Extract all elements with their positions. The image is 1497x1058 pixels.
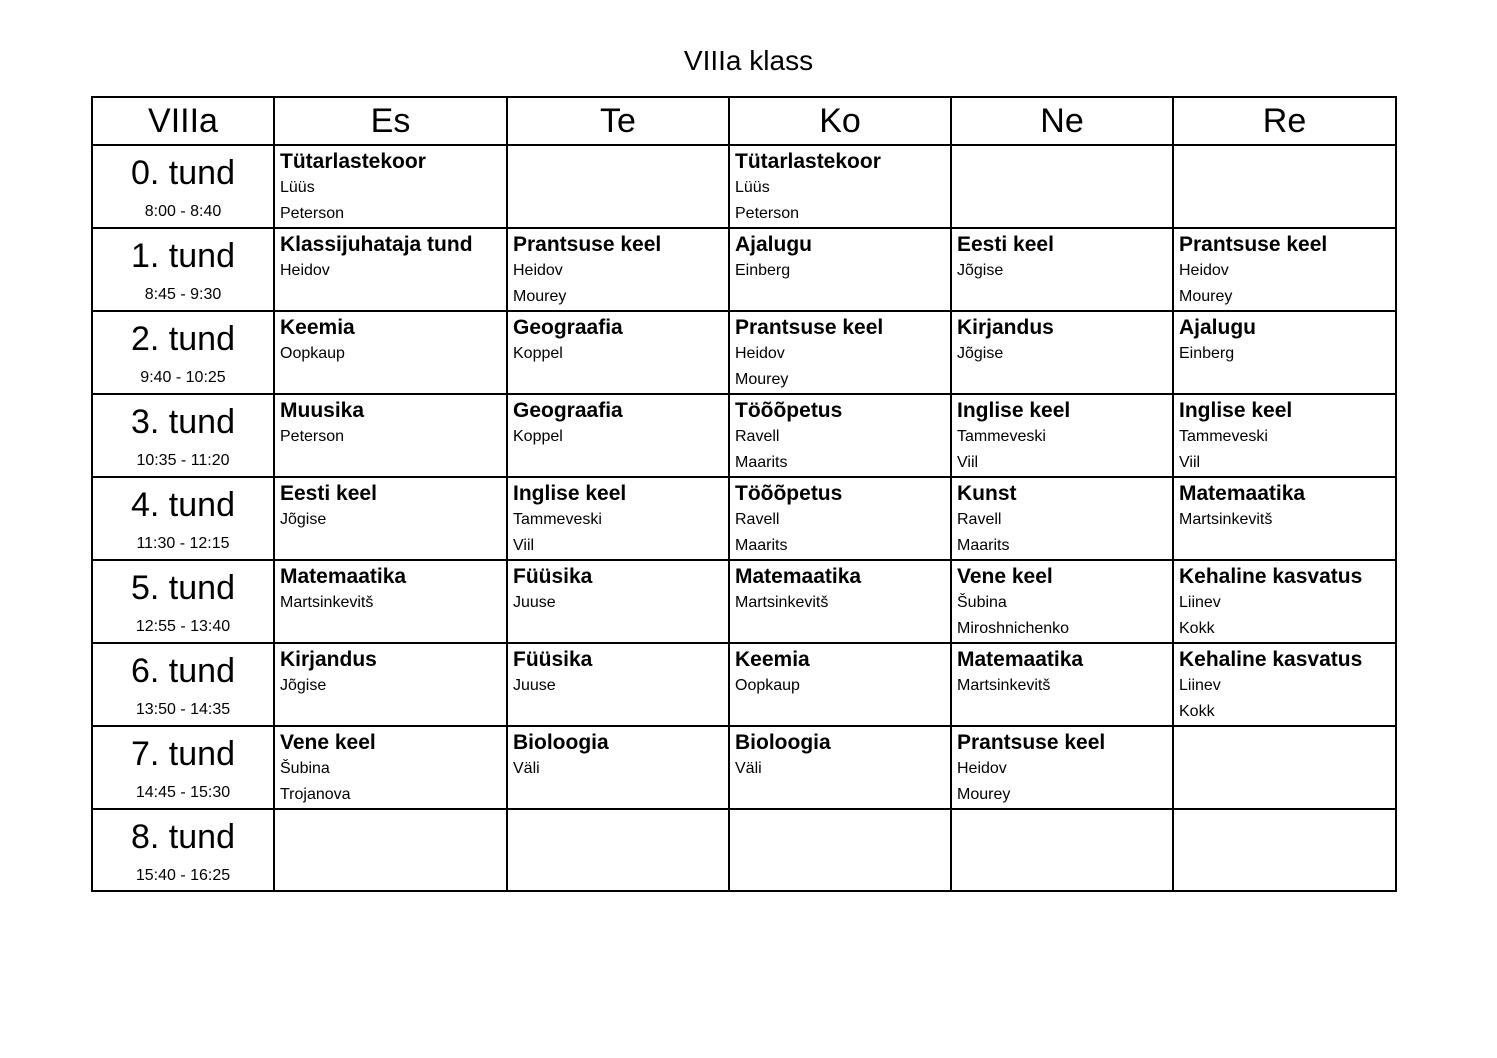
- schedule-cell: [951, 809, 1173, 891]
- lesson-time: 15:40 - 16:25: [135, 867, 231, 884]
- schedule-cell: [1173, 809, 1396, 891]
- schedule-cell: [1173, 560, 1396, 643]
- schedule-cell: [1173, 228, 1396, 311]
- page-title: VIIIa klass: [683, 45, 814, 76]
- schedule-cell: [729, 145, 951, 228]
- lesson-row: [92, 311, 1396, 394]
- teacher-name: Tammeveski: [1179, 428, 1268, 445]
- teacher-name: Peterson: [280, 205, 345, 222]
- corner-header: VIIIa: [92, 97, 274, 145]
- schedule-cell: [951, 311, 1173, 394]
- teacher-name: Tammeveski: [513, 511, 602, 528]
- lesson-number: 7. tund: [131, 735, 235, 773]
- lesson-header: [92, 394, 274, 477]
- schedule-cell: [274, 311, 507, 394]
- schedule-cell: [507, 809, 729, 891]
- class-slot: [508, 146, 728, 148]
- schedule-cell: [274, 477, 507, 560]
- teacher-name: Viil: [1179, 454, 1201, 471]
- schedule-cell: [729, 643, 951, 726]
- schedule-cell: [729, 311, 951, 394]
- class-slot: [730, 229, 950, 284]
- teacher-name: Heidov: [735, 345, 785, 362]
- day-header: Ko: [729, 97, 951, 145]
- lesson-header: [92, 643, 274, 726]
- class-slot: [952, 395, 1172, 476]
- schedule-cell: [951, 726, 1173, 809]
- subject-name: Ajalugu: [1179, 316, 1256, 339]
- class-slot: [730, 727, 950, 782]
- header-row: [92, 97, 1396, 145]
- teacher-name: Lüüs: [735, 179, 770, 196]
- class-slot: [1174, 561, 1395, 642]
- lesson-header: [92, 809, 274, 891]
- schedule-cell: [1173, 394, 1396, 477]
- lesson-number: 2. tund: [131, 320, 235, 358]
- schedule-cell: [951, 560, 1173, 643]
- teacher-name: Jõgise: [957, 262, 1004, 279]
- class-slot: [275, 561, 506, 616]
- teacher-name: Juuse: [513, 677, 556, 694]
- class-slot: [1174, 312, 1395, 367]
- schedule-cell: [1173, 643, 1396, 726]
- lesson-header: [92, 311, 274, 394]
- teacher-name: Mourey: [735, 371, 789, 388]
- schedule-cell: [1173, 726, 1396, 809]
- teacher-name: Jõgise: [280, 677, 327, 694]
- teacher-name: Martsinkevitš: [957, 677, 1051, 694]
- class-slot: [508, 478, 728, 559]
- schedule-cell: [729, 560, 951, 643]
- subject-name: Klassijuhataja tund: [280, 233, 473, 256]
- subject-name: Inglise keel: [957, 399, 1071, 422]
- class-slot: [508, 561, 728, 616]
- class-slot: [275, 229, 506, 284]
- schedule-cell: [274, 145, 507, 228]
- subject-name: Prantsuse keel: [513, 233, 662, 256]
- teacher-name: Mourey: [513, 288, 567, 305]
- class-slot: [1174, 146, 1395, 148]
- class-slot: [1174, 395, 1395, 476]
- teacher-name: Tammeveski: [957, 428, 1046, 445]
- lesson-time: 8:45 - 9:30: [144, 286, 222, 303]
- subject-name: Kirjandus: [957, 316, 1054, 339]
- subject-name: Bioloogia: [735, 731, 831, 754]
- teacher-name: Kokk: [1179, 620, 1215, 637]
- teacher-name: Mourey: [957, 786, 1011, 803]
- schedule-cell: [507, 477, 729, 560]
- class-slot: [1174, 644, 1395, 725]
- class-slot: [952, 229, 1172, 284]
- class-slot: [730, 146, 950, 227]
- lesson-time: 8:00 - 8:40: [144, 203, 222, 220]
- teacher-name: Väli: [513, 760, 540, 777]
- class-slot: [952, 810, 1172, 812]
- teacher-name: Liinev: [1179, 677, 1221, 694]
- schedule-cell: [507, 560, 729, 643]
- lesson-time: 13:50 - 14:35: [135, 701, 231, 718]
- lesson-header: [92, 145, 274, 228]
- teacher-name: Heidov: [957, 760, 1007, 777]
- subject-name: Matemaatika: [957, 648, 1084, 671]
- schedule-cell: [1173, 311, 1396, 394]
- subject-name: Kehaline kasvatus: [1179, 565, 1363, 588]
- subject-name: Keemia: [280, 316, 355, 339]
- teacher-name: Mourey: [1179, 288, 1233, 305]
- lesson-time: 11:30 - 12:15: [136, 535, 230, 552]
- class-slot: [952, 727, 1172, 808]
- subject-name: Bioloogia: [513, 731, 609, 754]
- class-slot: [952, 478, 1172, 559]
- class-slot: [275, 146, 506, 227]
- teacher-name: Martsinkevitš: [735, 594, 829, 611]
- class-slot: [1174, 229, 1395, 310]
- subject-name: Kunst: [957, 482, 1017, 505]
- subject-name: Inglise keel: [513, 482, 627, 505]
- lesson-row: [92, 726, 1396, 809]
- schedule-cell: [507, 228, 729, 311]
- schedule-cell: [729, 809, 951, 891]
- schedule-cell: [951, 643, 1173, 726]
- teacher-name: Viil: [957, 454, 979, 471]
- subject-name: Kehaline kasvatus: [1179, 648, 1363, 671]
- day-header: Re: [1173, 97, 1396, 145]
- teacher-name: Lüüs: [280, 179, 315, 196]
- class-slot: [730, 312, 950, 393]
- teacher-name: Peterson: [735, 205, 800, 222]
- subject-name: Vene keel: [280, 731, 376, 754]
- class-slot: [508, 727, 728, 782]
- lesson-row: [92, 560, 1396, 643]
- class-slot: [1174, 727, 1395, 729]
- day-header: Ne: [951, 97, 1173, 145]
- teacher-name: Maarits: [957, 537, 1010, 554]
- teacher-name: Ravell: [735, 511, 780, 528]
- timetable-body: [92, 145, 1396, 891]
- lesson-number: 4. tund: [131, 486, 235, 524]
- day-header: Es: [274, 97, 507, 145]
- teacher-name: Trojanova: [280, 786, 351, 803]
- lesson-number: 1. tund: [131, 237, 235, 275]
- schedule-cell: [274, 726, 507, 809]
- class-slot: [508, 229, 728, 310]
- teacher-name: Ravell: [957, 511, 1002, 528]
- teacher-name: Jõgise: [280, 511, 327, 528]
- schedule-cell: [729, 394, 951, 477]
- class-slot: [1174, 810, 1395, 812]
- lesson-time: 9:40 - 10:25: [140, 369, 226, 386]
- class-slot: [952, 146, 1172, 148]
- teacher-name: Peterson: [280, 428, 345, 445]
- schedule-cell: [507, 311, 729, 394]
- subject-name: Eesti keel: [957, 233, 1054, 256]
- subject-name: Prantsuse keel: [957, 731, 1106, 754]
- teacher-name: Šubina: [957, 594, 1007, 611]
- class-slot: [275, 478, 506, 533]
- subject-name: Prantsuse keel: [735, 316, 884, 339]
- subject-name: Geograafia: [513, 399, 623, 422]
- teacher-name: Einberg: [735, 262, 791, 279]
- teacher-name: Martsinkevitš: [1179, 511, 1273, 528]
- day-header: Te: [507, 97, 729, 145]
- lesson-number: 8. tund: [131, 818, 235, 856]
- subject-name: Füüsika: [513, 565, 593, 588]
- schedule-cell: [951, 228, 1173, 311]
- lesson-row: [92, 394, 1396, 477]
- schedule-cell: [951, 145, 1173, 228]
- lesson-row: [92, 145, 1396, 228]
- lesson-time: 10:35 - 11:20: [136, 452, 230, 469]
- lesson-header: [92, 477, 274, 560]
- teacher-name: Heidov: [280, 262, 330, 279]
- lesson-number: 0. tund: [131, 154, 235, 192]
- teacher-name: Maarits: [735, 537, 788, 554]
- teacher-name: Viil: [513, 537, 535, 554]
- class-slot: [275, 810, 506, 812]
- timetable: [91, 96, 1397, 892]
- teacher-name: Martsinkevitš: [280, 594, 374, 611]
- class-slot: [275, 312, 506, 367]
- class-slot: [730, 561, 950, 616]
- subject-name: Füüsika: [513, 648, 593, 671]
- teacher-name: Jõgise: [957, 345, 1004, 362]
- teacher-name: Kokk: [1179, 703, 1215, 720]
- teacher-name: Koppel: [513, 428, 563, 445]
- class-slot: [275, 395, 506, 450]
- schedule-cell: [507, 394, 729, 477]
- class-slot: [508, 810, 728, 812]
- schedule-cell: [274, 643, 507, 726]
- schedule-cell: [274, 560, 507, 643]
- lesson-header: [92, 560, 274, 643]
- lesson-row: [92, 809, 1396, 891]
- schedule-cell: [951, 394, 1173, 477]
- class-slot: [730, 644, 950, 699]
- subject-name: Vene keel: [957, 565, 1053, 588]
- schedule-cell: [729, 228, 951, 311]
- class-slot: [730, 395, 950, 476]
- subject-name: Matemaatika: [735, 565, 862, 588]
- lesson-number: 5. tund: [131, 569, 235, 607]
- subject-name: Ajalugu: [735, 233, 812, 256]
- teacher-name: Miroshnichenko: [957, 620, 1070, 637]
- teacher-name: Heidov: [1179, 262, 1229, 279]
- subject-name: Eesti keel: [280, 482, 377, 505]
- schedule-cell: [507, 643, 729, 726]
- teacher-name: Einberg: [1179, 345, 1235, 362]
- teacher-name: Šubina: [280, 760, 330, 777]
- class-slot: [730, 810, 950, 812]
- class-slot: [952, 561, 1172, 642]
- teacher-name: Oopkaup: [735, 677, 800, 694]
- class-slot: [1174, 478, 1395, 533]
- lesson-row: [92, 477, 1396, 560]
- class-slot: [508, 395, 728, 450]
- class-slot: [952, 312, 1172, 367]
- class-slot: [275, 727, 506, 808]
- schedule-cell: [1173, 145, 1396, 228]
- class-slot: [508, 644, 728, 699]
- lesson-row: [92, 228, 1396, 311]
- subject-name: Kirjandus: [280, 648, 377, 671]
- teacher-name: Koppel: [513, 345, 563, 362]
- subject-name: Tütarlastekoor: [735, 150, 881, 173]
- lesson-header: [92, 228, 274, 311]
- schedule-cell: [729, 726, 951, 809]
- class-slot: [508, 312, 728, 367]
- lesson-number: 6. tund: [131, 652, 235, 690]
- lesson-time: 14:45 - 15:30: [135, 784, 231, 801]
- lesson-time: 12:55 - 13:40: [135, 618, 231, 635]
- schedule-cell: [507, 726, 729, 809]
- subject-name: Töõõpetus: [735, 399, 843, 422]
- schedule-cell: [729, 477, 951, 560]
- subject-name: Matemaatika: [280, 565, 407, 588]
- teacher-name: Juuse: [513, 594, 556, 611]
- subject-name: Geograafia: [513, 316, 623, 339]
- teacher-name: Liinev: [1179, 594, 1221, 611]
- schedule-cell: [951, 477, 1173, 560]
- subject-name: Inglise keel: [1179, 399, 1293, 422]
- lesson-row: [92, 643, 1396, 726]
- teacher-name: Maarits: [735, 454, 788, 471]
- schedule-cell: [274, 394, 507, 477]
- class-slot: [952, 644, 1172, 699]
- class-slot: [730, 478, 950, 559]
- class-slot: [275, 644, 506, 699]
- lesson-number: 3. tund: [131, 403, 235, 441]
- teacher-name: Väli: [735, 760, 762, 777]
- teacher-name: Ravell: [735, 428, 780, 445]
- subject-name: Prantsuse keel: [1179, 233, 1328, 256]
- schedule-cell: [274, 228, 507, 311]
- subject-name: Töõõpetus: [735, 482, 843, 505]
- subject-name: Muusika: [280, 399, 365, 422]
- subject-name: Tütarlastekoor: [280, 150, 426, 173]
- schedule-cell: [274, 809, 507, 891]
- subject-name: Matemaatika: [1179, 482, 1306, 505]
- teacher-name: Oopkaup: [280, 345, 345, 362]
- lesson-header: [92, 726, 274, 809]
- teacher-name: Heidov: [513, 262, 563, 279]
- schedule-cell: [507, 145, 729, 228]
- schedule-cell: [1173, 477, 1396, 560]
- subject-name: Keemia: [735, 648, 810, 671]
